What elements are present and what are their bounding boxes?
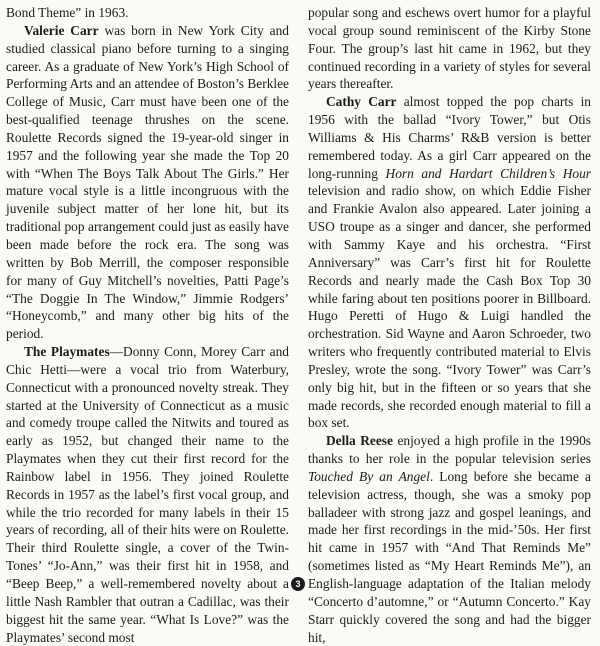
series-title: Touched By an Angel — [308, 468, 430, 484]
paragraph-text: was born in New York City and studied classical piano before turning to a singing career. As a graduate of New York’s High School of Performing Arts and an attendee of Boston’s Berklee College of Music, Carr must have been one of the best-qualified teenage thrushes on the scene. Roulette Records signed the 19-year-old singer in 1957 and the following year she made the Top 20 with “When The Boys Talk About The Girls.” Her mature vocal style is a little incongruous with the juvenile subject matter of her lone hit, but its traditional pop arrangement could just as easily have been made before the rock era. The song was written by Bob Merrill, the composer responsible for many of Guy Mitchell’s novelties, Patti Page’s “The Doggie In The Window,” Jimmie Rodgers’ “Honeycomb,” and many other big hits of the period. — [6, 22, 289, 342]
paragraph-valerie-carr — [6, 22, 289, 343]
paragraph-bond-theme-end — [6, 4, 289, 22]
paragraph-text: Bond Theme” in 1963. — [6, 5, 129, 20]
paragraph-text: popular song and eschews overt humor for a playful vocal group sound reminiscent of the Kirby Stone Four. The group’s last hit came in 1962, but they continued recording in a variety of styles for several years thereafter. — [308, 5, 591, 92]
show-title: Horn and Hardart Children’s Hour — [385, 165, 591, 181]
paragraph-text: —Donny Conn, Morey Carr and Chic Hetti—were a vocal trio from Waterbury, Connecticut with a pronounced novelty streak. They started at the University of Connecticut as a music and comedy troupe called the Nitwits and toured as early as 1952, but changed their name to the Playmates when they cut their first record for the Rainbow label in 1956. They joined Roulette Records in 1957 as the label’s first vocal group, and while the trio recorded for many labels in their 15 years of recording, all of their hits were on Roulette. Their third Roulette single, a cover of the Twin-Tones’ “Jo-Ann,” was their first hit in 1958, and “Beep Beep,” a well-remembered novelty about a little Nash Rambler that outran a Cadillac, was their biggest hit the same year. “What Is Love?” was the Playmates’ second most — [6, 344, 289, 645]
paragraph-text: almost topped the pop charts in 1956 with the ballad “Ivory Tower,” but Otis Williams & His Charms’ R&B version is better remembered today. As a girl Carr appeared on the long-running — [308, 94, 591, 181]
right-column — [308, 4, 591, 646]
paragraph-text: enjoyed a high profile in the 1990s thanks to her role in the popular television series — [308, 433, 591, 467]
artist-name-cathy-carr: Cathy Carr — [326, 94, 397, 110]
paragraph-della-reese — [308, 432, 591, 646]
paragraph-cathy-carr — [308, 93, 591, 432]
artist-name-valerie-carr: Valerie Carr — [24, 22, 99, 38]
artist-name-della-reese: Della Reese — [326, 433, 393, 449]
paragraph-the-playmates — [6, 343, 289, 646]
left-column — [6, 4, 289, 646]
artist-name-the-playmates: The Playmates — [24, 344, 110, 360]
page-number: 3 — [291, 577, 305, 591]
paragraph-text: . Long before she became a television actress, though, she was a smoky pop balladeer with strong jazz and gospel leanings, and made her first recordings in the mid-’50s. Her first hit came in 1957 with “And That Reminds Me” (sometimes listed as “My Heart Reminds Me”), an English-language adaptation of the Italian melody “Concerto d’automne,” or “Autumn Concerto.” Kay Starr quickly covered the song and had the bigger hit, — [308, 468, 591, 645]
paragraph-text: television and radio show, on which Eddie Fisher and Frankie Avalon also appeared. Later joining a USO troupe as a singer and dancer, she performed with Sammy Kaye and his orchestra. “First Anniversary” was Carr’s first hit for Roulette Records and nearly made the Cash Box Top 30 while faring about ten positions poorer in Billboard. Hugo Peretti of Hugo & Luigi handled the orchestration. Sid Wayne and Aaron Schroeder, two writers who frequently contributed material to Elvis Presley, wrote the song. “Ivory Tower” was Carr’s only big hit, but in the fifteen or so years that she made records, she recorded enough material to fill a box set. — [308, 183, 591, 431]
paragraph-playmates-cont — [308, 4, 591, 93]
